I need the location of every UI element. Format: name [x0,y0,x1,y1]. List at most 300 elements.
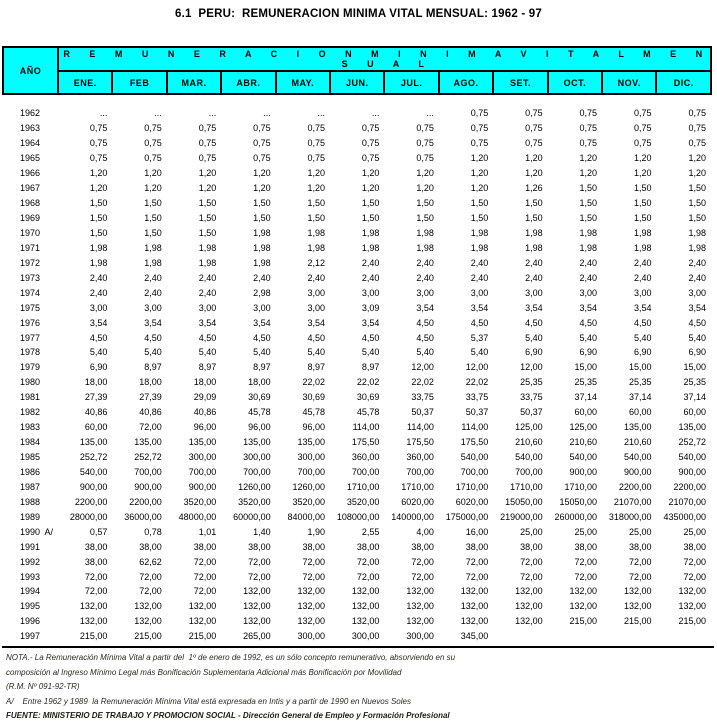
value-cell: 900,00 [188,481,217,492]
value-cell: 2,40 [198,287,217,298]
value-cell: 27,39 [84,392,108,403]
year-cell: 1970 [20,227,41,238]
value-cell: 12,00 [465,362,489,373]
col-header-month: DIC. [656,71,711,94]
col-header-month: SET. [493,71,547,94]
value-cell: 38,00 [248,541,271,552]
value-cell: 72,00 [193,556,217,567]
value-cell: 38,00 [84,556,108,567]
value-cell: 1,50 [198,198,217,209]
value-cell: 0,75 [361,123,380,134]
value-cell: 0,75 [198,123,217,134]
value-cell: 1,20 [253,168,271,179]
value-cell: 36000,00 [124,511,162,522]
value-cell: ... [263,108,271,119]
value-cell [548,629,602,644]
value-cell: 25,35 [628,377,652,388]
value-cell: 2200,00 [74,496,108,507]
value-cell: 60000,00 [233,511,271,522]
value-cell: 1,50 [579,183,598,194]
value-cell: 2,40 [307,272,326,283]
value-cell: 1,98 [144,242,162,253]
value-cell: 2,40 [633,272,652,283]
value-cell: 1710,00 [401,481,434,492]
value-cell: 4,50 [525,317,543,328]
value-cell: 265,00 [243,631,271,642]
value-cell: 1,50 [361,198,380,209]
value-cell: 4,50 [361,332,380,343]
value-cell: 3,54 [633,302,652,313]
value-cell: 33,75 [411,392,434,403]
table-row [3,509,711,524]
table-row [3,375,711,390]
value-cell: 15,00 [574,362,598,373]
year-cell: 1988 [20,496,41,507]
value-cell: 2,40 [416,272,434,283]
value-cell: 114,00 [352,422,380,433]
value-cell: 132,00 [134,601,162,612]
col-header-month: ABR. [221,71,275,94]
value-cell: 108000,00 [336,511,380,522]
value-cell: 1,01 [198,526,217,537]
note-line: A/ Entre 1962 y 1989 la Remuneración Mínima Vital está expresada en Intis y a partir de 1990 en Nuevos Soles [6,696,411,706]
col-header-month: NOV. [602,71,656,94]
value-cell: 72,00 [628,571,652,582]
value-cell: 1,20 [144,168,162,179]
value-cell: 1710,00 [510,481,543,492]
table-row [3,166,711,181]
value-cell: 3,54 [579,302,598,313]
value-cell: 5,40 [144,347,162,358]
value-cell: 21070,00 [613,496,652,507]
value-cell: 1,20 [416,183,434,194]
value-cell: 700,00 [188,466,217,477]
value-cell: 1,50 [144,227,162,238]
value-cell: 72,00 [520,556,543,567]
value-cell: 1,50 [198,213,217,224]
value-cell: 60,00 [628,407,652,418]
table-row [3,136,711,151]
value-cell: 135,00 [623,422,652,433]
value-cell: 132,00 [406,616,434,627]
value-cell: 215,00 [623,616,652,627]
value-cell: 6,90 [579,347,598,358]
table-header [3,47,711,94]
value-cell: 1,90 [307,526,326,537]
value-cell: 1,20 [525,168,543,179]
table-row [3,300,711,315]
value-cell: 40,86 [84,407,108,418]
value-cell: 0,75 [198,138,217,149]
value-cell: 0,75 [688,123,706,134]
footnotes [6,651,711,721]
note-line: composición al Ingreso Mínimo Legal más Bonificación Suplementaria Adicional más Bonificación por Movilidad [6,667,402,677]
value-cell: 2,40 [470,272,489,283]
value-cell: 300,00 [243,452,271,463]
value-cell: 125,00 [515,422,543,433]
value-cell: 0,75 [579,123,598,134]
value-cell: 18,00 [248,377,271,388]
value-cell: 132,00 [297,586,326,597]
value-cell: 260000,00 [554,511,598,522]
value-cell: 3520,00 [346,496,380,507]
value-cell: 4,50 [470,317,489,328]
year-cell: 1997 [20,631,41,642]
value-cell: 5,40 [470,347,489,358]
value-cell: 1,50 [579,213,598,224]
value-cell: 0,75 [89,138,108,149]
value-cell: 15,00 [628,362,652,373]
value-cell: 15050,00 [505,496,543,507]
value-cell: 215,00 [678,616,706,627]
value-cell: 45,78 [302,407,326,418]
value-cell: 1,50 [198,227,217,238]
value-cell: 40,86 [193,407,217,418]
value-cell: 2,40 [198,272,217,283]
value-cell: 1,50 [416,198,434,209]
value-cell: 3520,00 [183,496,217,507]
value-cell: 1260,00 [238,481,271,492]
value-cell: 1,20 [688,153,706,164]
value-cell: 1,20 [579,168,598,179]
table-row [3,315,711,330]
value-cell: 8,97 [253,362,271,373]
value-cell: 2,40 [361,257,380,268]
value-cell: 360,00 [406,452,434,463]
value-cell: 252,72 [79,452,108,463]
table-row [3,121,711,136]
table-row [3,255,711,270]
value-cell: 1,20 [688,168,706,179]
value-cell: 0,75 [579,138,598,149]
value-cell: 3,54 [416,302,434,313]
value-cell: 0,75 [525,138,543,149]
year-cell: 1974 [20,287,41,298]
value-cell: 21070,00 [668,496,706,507]
value-cell: 60,00 [574,407,598,418]
value-cell: 2,40 [144,272,162,283]
value-cell: 3,00 [198,302,217,313]
year-cell: 1975 [20,302,41,313]
value-cell: 3,54 [198,317,217,328]
value-cell: 700,00 [515,466,543,477]
value-cell: 37,14 [683,392,706,403]
value-cell: 3,00 [144,302,162,313]
year-cell: 1993 [20,571,41,582]
value-cell: 215,00 [188,631,217,642]
value-cell: 60,00 [84,422,108,433]
col-header-month: MAR. [167,71,221,94]
value-cell: 2,40 [470,257,489,268]
value-cell: 1,98 [144,257,162,268]
year-cell: 1996 [20,616,41,627]
value-cell: 5,40 [361,347,380,358]
value-cell: 3,00 [89,302,108,313]
value-cell [602,629,656,644]
value-cell: 900,00 [623,466,652,477]
value-cell: 1,50 [144,198,162,209]
value-cell: 60,00 [683,407,706,418]
value-cell: 5,40 [633,332,652,343]
value-cell: 0,75 [525,123,543,134]
value-cell: 2200,00 [129,496,162,507]
table-row [3,479,711,494]
value-cell: 30,69 [248,392,271,403]
value-cell: 4,50 [688,317,706,328]
value-cell: 132,00 [406,586,434,597]
value-cell: 1,20 [144,183,162,194]
value-cell: 96,00 [248,422,271,433]
source-line: FUENTE: MINISTERIO DE TRABAJO Y PROMOCION SOCIAL - Dirección General de Empleo y Formación Profesional [6,711,450,720]
value-cell: 72,00 [683,556,706,567]
value-cell: 0,75 [633,108,652,119]
value-cell: 45,78 [248,407,271,418]
table-body [3,94,711,644]
value-cell: 38,00 [411,541,434,552]
col-header-month: ENE. [58,71,112,94]
value-cell: 38,00 [465,541,489,552]
value-cell: 2,40 [579,272,598,283]
value-cell: 1,98 [253,257,271,268]
value-cell: 132,00 [460,616,489,627]
value-cell: 1,98 [416,242,434,253]
value-cell: 1,98 [253,242,271,253]
value-cell: 1,98 [198,257,217,268]
note-line: (R.M. Nº 091-92-TR) [6,682,80,691]
value-cell: ... [99,108,108,119]
value-cell: 219000,00 [500,511,543,522]
value-cell: 72,00 [411,571,434,582]
value-cell: 0,75 [361,153,380,164]
value-cell: 96,00 [193,422,217,433]
value-cell: 0,75 [525,108,543,119]
value-cell: 1,50 [416,213,434,224]
value-cell: 38,00 [302,541,326,552]
value-cell: 25,00 [628,526,652,537]
value-cell: 72,00 [302,571,326,582]
value-cell: ... [154,108,162,119]
value-cell: 1,50 [633,213,652,224]
table-row [3,465,711,480]
table-bottom-rule [2,646,714,648]
value-cell: 132,00 [678,586,706,597]
year-cell: 1985 [20,452,41,463]
value-cell: 900,00 [134,481,162,492]
value-cell: 1,98 [579,227,598,238]
value-cell: 25,00 [683,526,706,537]
table-row [3,584,711,599]
value-cell: 2,40 [525,272,543,283]
value-cell: 1710,00 [564,481,598,492]
table-row [3,420,711,435]
table-row [3,330,711,345]
value-cell: 38,00 [356,541,380,552]
value-cell: 33,75 [465,392,489,403]
value-cell: 72,00 [248,571,271,582]
value-cell: 40,86 [139,407,162,418]
value-cell: 2,40 [416,257,434,268]
value-cell: 1,98 [525,227,543,238]
value-cell: 1,98 [89,242,108,253]
value-cell: ... [371,108,380,119]
month-header-row [3,71,711,94]
value-cell: 72,00 [193,571,217,582]
value-cell: 5,40 [253,347,271,358]
value-cell: 4,50 [144,332,162,343]
value-cell: 1,20 [89,183,108,194]
value-cell: 38,00 [193,541,217,552]
value-cell: 5,40 [89,347,108,358]
year-cell: 1964 [20,138,41,149]
year-cell: 1963 [20,123,41,134]
value-cell: 72,00 [302,556,326,567]
value-cell: 1,98 [361,227,380,238]
value-cell: 132,00 [351,616,380,627]
value-cell: 72,00 [411,556,434,567]
group-header: R E M U N E R A C I O N M I N I M A V I T A L M E N S U A L [58,47,711,71]
value-cell: 3,00 [416,287,434,298]
value-cell: 30,69 [356,392,380,403]
value-cell: 1,40 [253,526,271,537]
value-cell: 135,00 [188,437,217,448]
value-cell: 8,97 [361,362,380,373]
value-cell: 1,98 [470,242,489,253]
value-cell: 2200,00 [618,481,652,492]
value-cell: 0,75 [89,123,108,134]
value-cell: 700,00 [297,466,326,477]
table-row [3,450,711,465]
value-cell: 25,35 [520,377,543,388]
value-cell: 5,40 [416,347,434,358]
year-cell: 1980 [20,377,41,388]
value-cell: 1,20 [416,168,434,179]
value-cell: 1,50 [688,213,706,224]
wage-table [2,46,712,644]
value-cell: 5,40 [579,332,598,343]
value-cell: 1,50 [633,198,652,209]
value-cell: 30,69 [302,392,326,403]
value-cell: 5,40 [525,332,543,343]
value-cell: 215,00 [134,631,162,642]
table-row [3,285,711,300]
value-cell: 1,98 [89,257,108,268]
table-row [3,494,711,509]
value-cell: 0,75 [307,138,326,149]
value-cell: 1,50 [89,213,108,224]
value-cell: 72,00 [248,556,271,567]
col-header-month: OCT. [548,71,602,94]
value-cell: 700,00 [134,466,162,477]
year-cell: 1983 [20,422,41,433]
value-cell: 132,00 [460,586,489,597]
value-cell: 3,00 [361,287,380,298]
value-cell: 29,09 [193,392,217,403]
value-cell: 1,20 [470,153,489,164]
table-row [3,405,711,420]
table-row [3,539,711,554]
value-cell: 45,78 [356,407,380,418]
value-cell: 252,72 [134,452,162,463]
value-cell: 0,75 [579,108,598,119]
value-cell: 72,00 [193,586,217,597]
value-cell: 3,00 [688,287,706,298]
value-cell: 3,54 [144,317,162,328]
value-cell: 3,00 [633,287,652,298]
value-cell: 1,50 [633,183,652,194]
value-cell: 318000,00 [608,511,652,522]
value-cell: 2,40 [688,257,706,268]
value-cell: 1,98 [579,242,598,253]
value-cell: 25,00 [520,526,543,537]
value-cell: 175,50 [460,437,489,448]
value-cell: 6,90 [525,347,543,358]
value-cell: 0,75 [253,123,271,134]
table-row [3,270,711,285]
value-cell: 1,20 [633,168,652,179]
value-cell: 900,00 [569,466,598,477]
value-cell: 132,00 [351,601,380,612]
value-cell: 22,02 [411,377,434,388]
value-cell: 18,00 [139,377,162,388]
value-cell: 1,50 [525,198,543,209]
value-cell: 132,00 [243,586,271,597]
value-cell: 435000,00 [663,511,706,522]
value-cell: 0,75 [633,123,652,134]
value-cell: 540,00 [623,452,652,463]
value-cell: 72,00 [139,571,162,582]
table-row [3,151,711,166]
value-cell: 132,00 [569,586,598,597]
table-row [3,196,711,211]
value-cell: 300,00 [297,452,326,463]
value-cell: 3,00 [307,287,326,298]
value-cell: 540,00 [678,452,706,463]
value-cell: 4,50 [416,317,434,328]
value-cell: 132,00 [243,616,271,627]
value-cell: 132,00 [243,601,271,612]
value-cell: 0,75 [144,138,162,149]
value-cell: 5,40 [198,347,217,358]
value-cell: 1,50 [361,213,380,224]
value-cell: 1,20 [307,183,326,194]
table-row [3,435,711,450]
value-cell: 0,75 [416,153,434,164]
value-cell: 0,57 [89,526,108,537]
year-cell: 1968 [20,198,41,209]
table-row [3,240,711,255]
value-cell: 2,40 [525,257,543,268]
year-cell: 1965 [20,153,41,164]
value-cell: 1,20 [198,183,217,194]
value-cell: 132,00 [79,616,108,627]
value-cell: 0,75 [253,153,271,164]
year-cell: 1971 [20,242,41,253]
value-cell: 8,97 [144,362,162,373]
value-cell: 1,50 [579,198,598,209]
value-cell: 215,00 [569,616,598,627]
value-cell: 700,00 [406,466,434,477]
table-row [3,181,711,196]
value-cell: 1260,00 [292,481,326,492]
value-cell: 132,00 [79,601,108,612]
value-cell: 132,00 [351,586,380,597]
value-cell: 3,54 [253,317,271,328]
value-cell: 132,00 [188,616,217,627]
value-cell: 3,54 [361,317,380,328]
value-cell: 72,00 [465,556,489,567]
value-cell: 135,00 [134,437,162,448]
value-cell: 1,50 [89,198,108,209]
